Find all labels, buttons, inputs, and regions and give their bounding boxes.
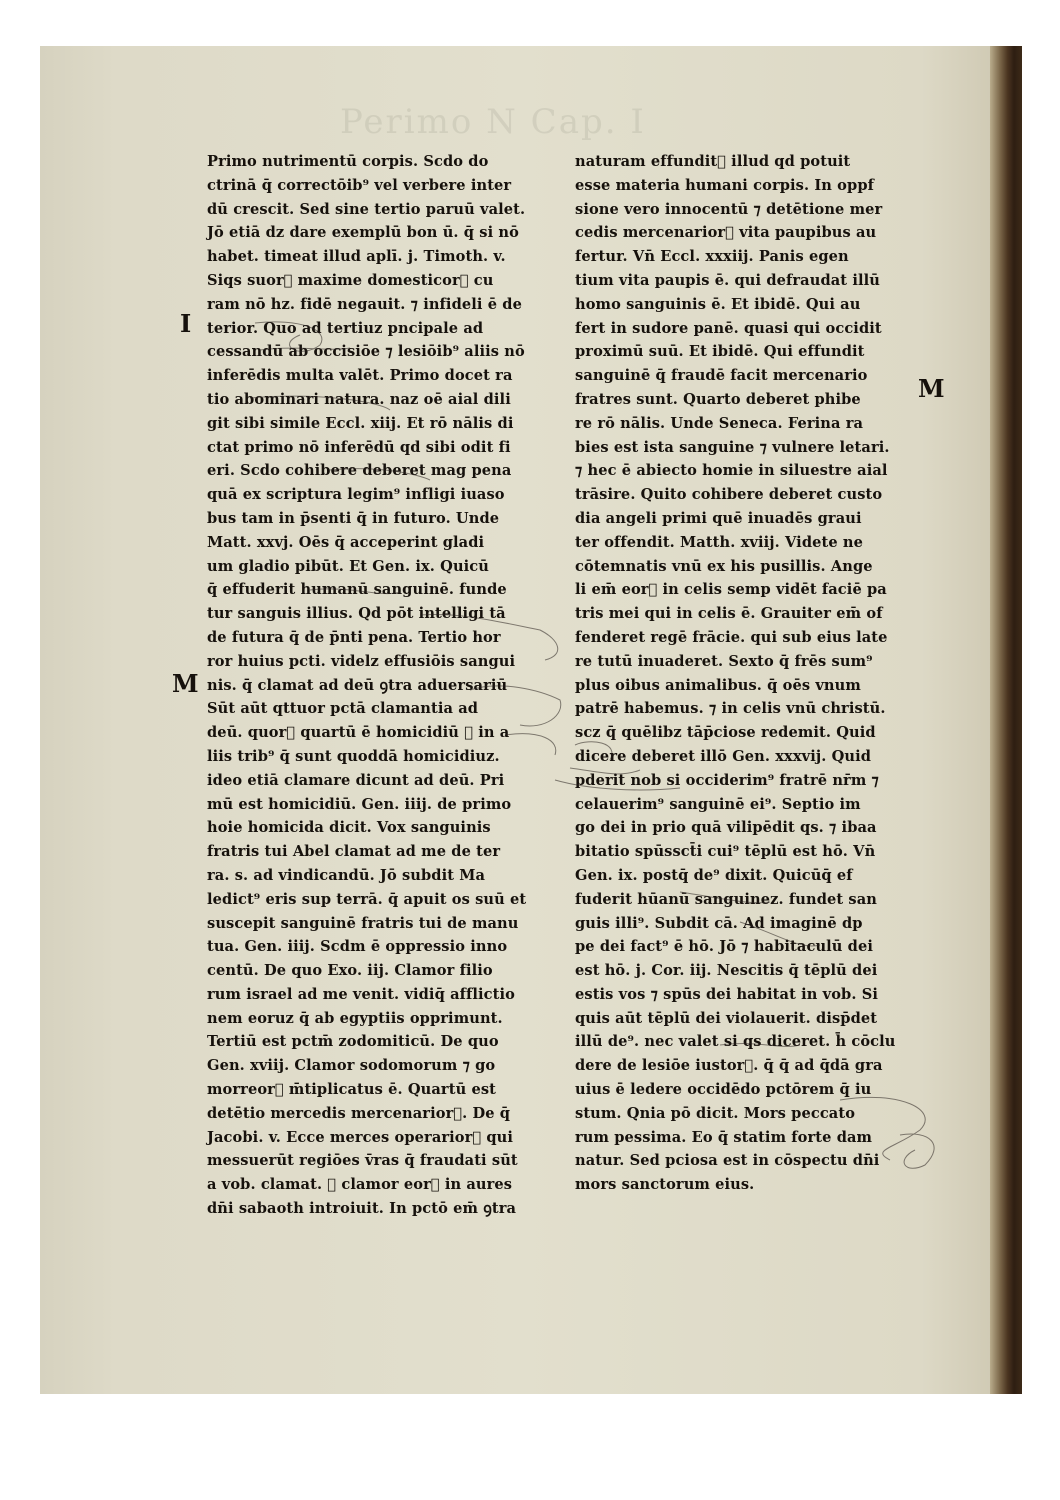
right-column-line: esse materia humani corpis. In oppf <box>575 176 875 194</box>
right-column-line: tris mei qui in celis ē. Grauiter em̄ of <box>575 605 883 623</box>
left-column-line: deū. quor᷑ quartū ē homicidiū ⁊ in a <box>207 724 510 742</box>
right-column-line: stum. Qnia pō dicit. Mors peccato <box>575 1104 856 1122</box>
left-column-line: Matt. xxvj. Oēs q̄ acceperint gladi <box>207 533 485 551</box>
right-column-line: estis vos ⁊ spūs dei habitat in vob. Si <box>575 985 879 1003</box>
right-column-line: dere de lesiōe iustor᷑. q̄ q̄ ad q̄dā gra <box>575 1057 883 1075</box>
left-column-line: Jacobi. v. Ecce merces operarior᷑ qui <box>207 1128 514 1146</box>
left-column-line: fratris tui Abel clamat ad me de ter <box>207 843 501 861</box>
right-column-line: sanguinē q̄ fraudē facit mercenario <box>575 367 868 385</box>
right-column-line: fuderit hūanū sanguinez. fundet san <box>575 890 877 908</box>
left-column-line: eri. Scdo cohibere deberet mag pena <box>207 462 512 480</box>
right-column-line: homo sanguinis ē. Et ibidē. Qui au <box>575 295 861 313</box>
left-column-line: Siqs suor᷑ maxime domesticor᷑ cu <box>207 271 494 289</box>
left-column-line: q̄ effuderit humanū sanguinē. funde <box>207 581 507 599</box>
left-column-line: tur sanguis illius. Qd pōt intelligi tā <box>207 605 506 623</box>
marginal-letter-m-left: M <box>172 669 199 698</box>
right-column-line: natur. Sed pciosa est in cōspectu dn̄i <box>575 1152 880 1170</box>
left-column-line: quā ex scriptura legim⁹ infligi iuaso <box>207 486 505 504</box>
left-column-line: de futura q̄ de p̄nti pena. Tertio hor <box>207 628 501 646</box>
left-column-line: suscepit sanguinē fratris tui de manu <box>207 914 519 932</box>
left-column-line: terior. Quo ad tertiuz pncipale ad <box>207 319 484 337</box>
right-column-line: est hō. j. Cor. iij. Nescitis q̄ tēplū dei <box>575 962 878 980</box>
left-column-line: habet. timeat illud aplī. j. Timoth. v. <box>207 248 506 266</box>
show-through-text: Perimo N Cap. I <box>340 102 646 142</box>
left-column-line: detētio mercedis mercenarior᷑. De q̄ <box>207 1104 511 1122</box>
right-column-line: Gen. ix. postq̄ de⁹ dixit. Quicūq̄ ef <box>575 866 853 884</box>
left-column-line: inferēdis multa valēt. Primo docet ra <box>207 367 513 385</box>
left-column-line: ram nō hz. fidē negauit. ⁊ infideli ē de <box>207 295 522 313</box>
right-column-line: fert in sudore panē. quasi qui occidit <box>575 319 882 337</box>
right-column-line: dia angeli primi quē inuadēs graui <box>575 509 862 527</box>
right-column-line: pderit nob si occiderim⁹ fratrē nr̄m ⁊ <box>575 771 879 789</box>
right-column-line: fenderet regē frācie. qui sub eius late <box>575 628 888 646</box>
right-column-line: tium vita paupis ē. qui defraudat illū <box>575 271 880 289</box>
left-column-line: ledict⁹ eris sup terrā. q̄ apuit os suū et <box>207 890 527 908</box>
right-column-line: bies est ista sanguine ⁊ vulnere letari. <box>575 438 890 456</box>
left-column-line: git sibi simile Eccl. xiij. Et rō nālis di <box>207 414 514 432</box>
right-column-line: patrē habemus. ⁊ in celis vnū christū. <box>575 700 886 718</box>
left-text-column <box>207 150 559 1221</box>
right-column-line: bitatio spūssct̄i cui⁹ tēplū est hō. Vn̄ <box>575 843 876 861</box>
left-column-line: dn̄i sabaoth introiuit. In pctō em̄ ꝯtra <box>207 1200 517 1218</box>
left-column-line: ra. s. ad vindicandū. Jō subdit Ma <box>207 866 486 884</box>
left-column-line: centū. De quo Exo. iij. Clamor filio <box>207 962 493 980</box>
right-column-line: re tutū inuaderet. Sexto q̄ frēs sum⁹ <box>575 652 873 670</box>
right-column-line: cedis mercenarior᷑ vita paupibus au <box>575 224 877 242</box>
right-column-line: illū de⁹. nec valet si qs diceret. h̄ cōclu <box>575 1033 896 1051</box>
right-column-line: ter offendit. Matth. xviij. Videte ne <box>575 533 864 551</box>
left-column-line: Gen. xviij. Clamor sodomorum ⁊ go <box>207 1057 496 1075</box>
left-column-line: bus tam in p̄senti q̄ in futuro. Unde <box>207 509 500 527</box>
right-column-line: uius ē ledere occidēdo pctōrem q̄ iu <box>575 1081 872 1099</box>
left-column-line: a vob. clamat. ⁊ clamor eor᷑ in aures <box>207 1176 513 1194</box>
right-text-column <box>575 150 935 1197</box>
left-column-line: nem eoruz q̄ ab egyptiis opprimunt. <box>207 1009 503 1027</box>
right-column-line: dicere deberet illō Gen. xxxvij. Quid <box>575 747 872 765</box>
left-column-line: dū crescit. Sed sine tertio paruū valet. <box>207 200 526 218</box>
right-column-line: fertur. Vn̄ Eccl. xxxiij. Panis egen <box>575 248 849 266</box>
left-column-line: Tertiū est pctm̄ zodomiticū. De quo <box>207 1033 499 1051</box>
right-column-line: fratres sunt. Quarto deberet phibe <box>575 390 861 408</box>
left-column-line: hoie homicida dicit. Vox sanguinis <box>207 819 491 837</box>
left-column-line: ctrinā q̄ correctōib⁹ vel verbere inter <box>207 176 512 194</box>
left-column-line: messuerūt regiōes v̄ras q̄ fraudati sūt <box>207 1152 518 1170</box>
right-column-line: cōtemnatis vnū ex his pusillis. Ange <box>575 557 873 575</box>
right-column-line: proximū suū. Et ibidē. Qui effundit <box>575 343 865 361</box>
left-column-line: Jō etiā dz dare exemplū bon ū. q̄ si nō <box>207 224 519 242</box>
right-column-line: scz q̄ quēlibz tāp̄ciose redemit. Quid <box>575 724 876 742</box>
right-column-line: go dei in prio quā vilipēdit qs. ⁊ ibaa <box>575 819 877 837</box>
left-column-line: morreor᷑ m̄tiplicatus ē. Quartū est <box>207 1081 496 1099</box>
book-binding-edge <box>990 46 1022 1394</box>
marginal-letter-m-right: M <box>918 374 945 403</box>
left-column-line: tua. Gen. iiij. Scdm ē oppressio inno <box>207 938 508 956</box>
right-column-line: ⁊ hec ē abiecto homie in siluestre aial <box>575 462 888 480</box>
right-column-line: li em̄ eor᷑ in celis semp vidēt faciē pa <box>575 581 887 599</box>
right-column-line: plus oibus animalibus. q̄ oēs vnum <box>575 676 861 694</box>
left-column-line: Sūt aūt qttuor pctā clamantia ad <box>207 700 479 718</box>
left-column-line: ctat primo nō inferēdū qd sibi odit fi <box>207 438 511 456</box>
right-column-line: naturam effundit᷑ illud qd potuit <box>575 153 851 170</box>
left-column-line: um gladio pibūt. Et Gen. ix. Quicū <box>207 557 489 575</box>
left-column-line: cessandū ab occisiōe ⁊ lesiōib⁹ aliis nō <box>207 343 525 361</box>
left-column-line: nis. q̄ clamat ad deū ꝯtra aduersariū <box>207 676 508 694</box>
left-column-line: mū est homicidiū. Gen. iiij. de primo <box>207 795 512 813</box>
left-column-line: ideo etiā clamare dicunt ad deū. Pri <box>207 771 505 789</box>
left-column-line: ror huius pcti. videlz effusiōis sangui <box>207 652 516 670</box>
right-column-line: rum pessima. Eo q̄ statim forte dam <box>575 1128 873 1146</box>
left-column-line: liis trib⁹ q̄ sunt quoddā homicidiuz. <box>207 747 500 765</box>
left-column-line: rum israel ad me venit. vidiq̄ afflictio <box>207 985 515 1003</box>
marginal-letter-i: I <box>180 309 192 338</box>
right-column-line: quis aūt tēplū dei violauerit. disp̄det <box>575 1009 878 1027</box>
right-column-line: pe dei fact⁹ ē hō. Jō ⁊ habitaculū dei <box>575 938 874 956</box>
left-column-line: Primo nutrimentū corpis. Scdo do <box>207 153 489 170</box>
right-column-line: re rō nālis. Unde Seneca. Ferina ra <box>575 414 864 432</box>
right-column-line: sione vero innocentū ⁊ detētione mer <box>575 200 883 218</box>
right-column-line: mors sanctorum eius. <box>575 1176 755 1194</box>
right-column-line: guis illi⁹. Subdit cā. Ad imaginē dp <box>575 914 863 932</box>
right-column-line: trāsire. Quito cohibere deberet custo <box>575 486 883 504</box>
left-column-line: tio abominari natura. naz oē aial dili <box>207 390 511 408</box>
right-column-line: celauerim⁹ sanguinē ei⁹. Septio im <box>575 795 861 813</box>
